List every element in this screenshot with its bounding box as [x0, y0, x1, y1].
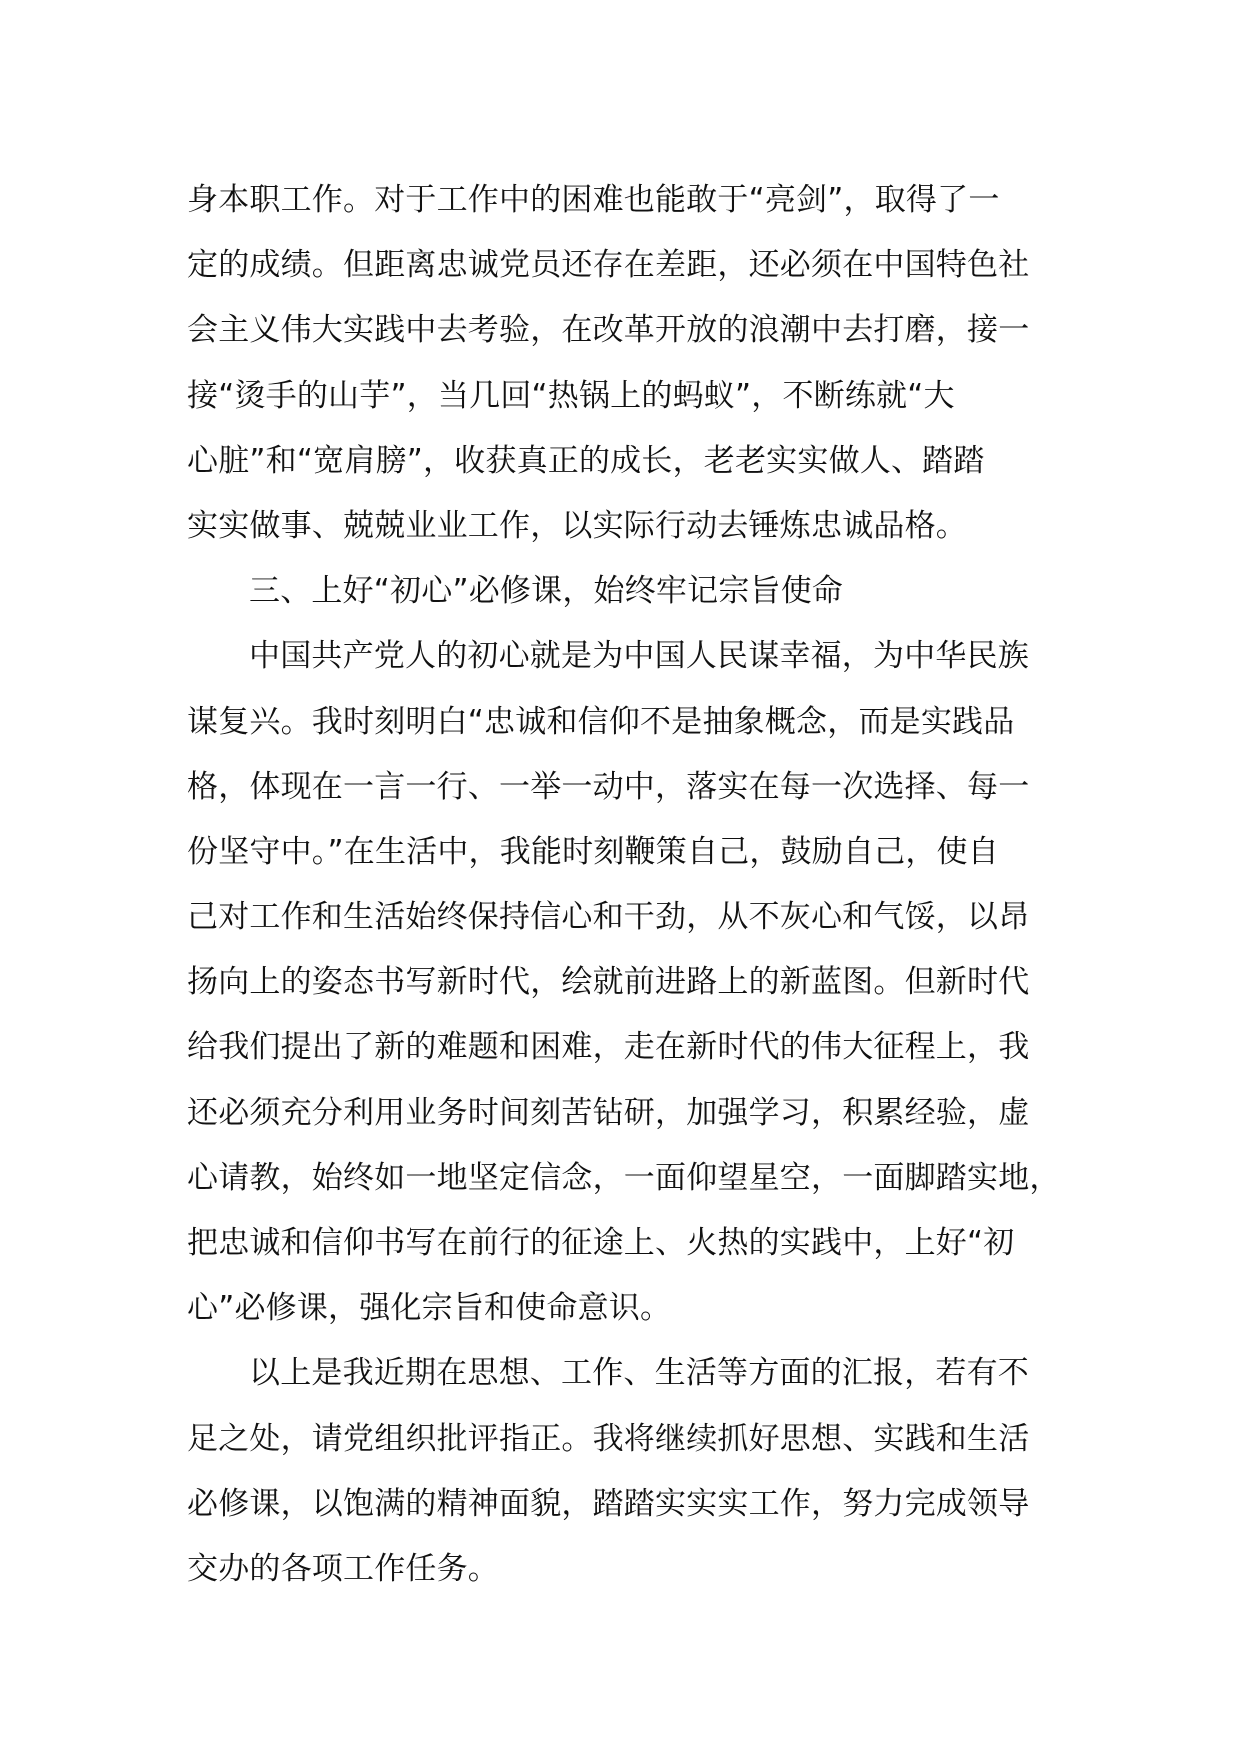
text-line-6: 实实做事、兢兢业业工作，以实际行动去锤炼忠诚品格。	[187, 507, 967, 544]
text-line-11: 份坚守中。”在生活中，我能时刻鞭策自己，鼓励自己，使自	[187, 833, 999, 870]
text-line-22: 交办的各项工作任务。	[187, 1550, 499, 1587]
text-line-5: 心脏”和“宽肩膀”，收获真正的成长，老老实实做人、踏踏	[187, 442, 985, 479]
text-line-15: 还必须充分利用业务时间刻苦钻研，加强学习，积累经验，虚	[187, 1094, 1030, 1131]
text-line-12: 己对工作和生活始终保持信心和干劲，从不灰心和气馁，以昂	[187, 899, 1030, 936]
text-line-1: 身本职工作。对于工作中的困难也能敢于“亮剑”，取得了一	[187, 182, 1000, 218]
section-heading: 三、上好“初心”必修课，始终牢记宗旨使命	[249, 573, 844, 610]
text-line-8: 中国共产党人的初心就是为中国人民谋幸福，为中华民族	[249, 638, 1029, 675]
text-line-2: 定的成绩。但距离忠诚党员还存在差距，还必须在中国特色社	[187, 247, 1030, 284]
text-line-17: 把忠诚和信仰书写在前行的征途上、火热的实践中，上好“初	[187, 1225, 1015, 1261]
text-line-20: 足之处，请党组织批评指正。我将继续抓好思想、实践和生活	[187, 1420, 1030, 1457]
text-line-9: 谋复兴。我时刻明白“忠诚和信仰不是抽象概念，而是实践品	[187, 703, 1015, 740]
text-line-14: 给我们提出了新的难题和困难，走在新时代的伟大征程上，我	[187, 1029, 1030, 1066]
text-line-4: 接“烫手的山芋”，当几回“热锅上的蚂蚁”，不断练就“大	[187, 377, 955, 414]
text-line-13: 扬向上的姿态书写新时代，绘就前进路上的新蓝图。但新时代	[187, 964, 1030, 1001]
text-line-10: 格，体现在一言一行、一举一动中，落实在每一次选择、每一	[187, 768, 1030, 805]
text-line-19: 以上是我近期在思想、工作、生活等方面的汇报，若有不	[249, 1355, 1029, 1392]
text-line-21: 必修课，以饱满的精神面貌，踏踏实实实工作，努力完成领导	[187, 1485, 1030, 1522]
text-line-18: 心”必修课，强化宗旨和使命意识。	[187, 1290, 672, 1327]
text-line-16: 心请教，始终如一地坚定信念，一面仰望星空，一面脚踏实地，	[187, 1159, 1061, 1196]
text-line-3: 会主义伟大实践中去考验，在改革开放的浪潮中去打磨，接一	[187, 312, 1030, 349]
document-body	[187, 168, 1061, 1602]
